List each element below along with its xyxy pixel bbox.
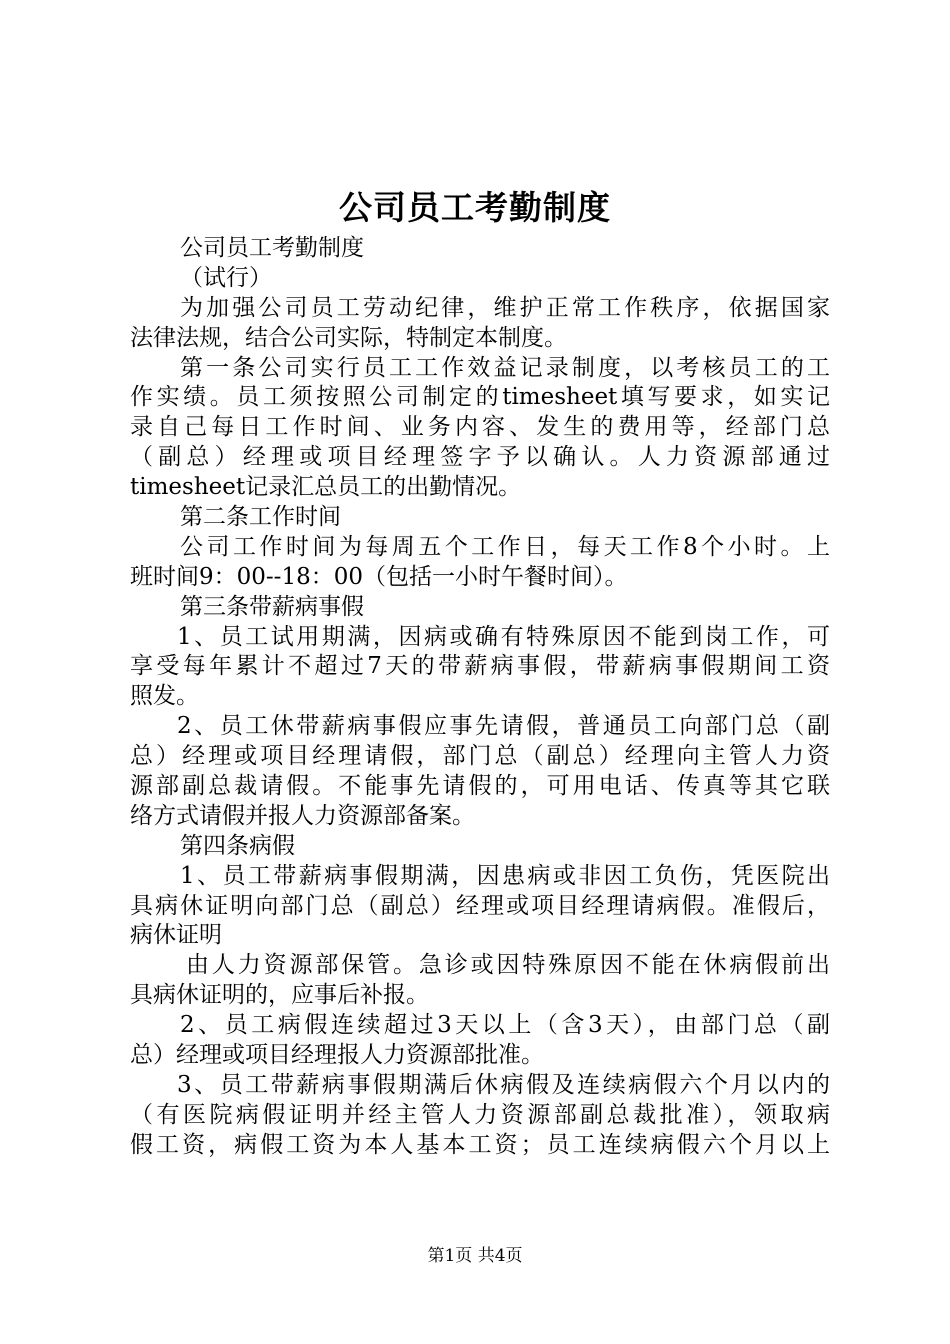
body-line: 第一条公司实行员工工作效益记录制度，以考核员工的工 [180,354,830,381]
body-line: timesheet记录汇总员工的出勤情况。 [130,474,522,501]
body-line: 照发。 [130,683,199,710]
body-line: 2、员工休带薪病事假应事先请假，普通员工向部门总（副 [177,713,830,740]
body-line: 1、员工带薪病事假期满，因患病或非因工负伤，凭医院出 [180,862,830,889]
body-line: 第三条带薪病事假 [180,593,364,620]
body-line: 由人力资源部保管。急诊或因特殊原因不能在休病假前出 [186,952,830,979]
body-line: 络方式请假并报人力资源部备案。 [130,802,475,829]
body-line: 享受每年累计不超过7天的带薪病事假，带薪病事假期间工资 [130,653,830,680]
body-line: 病休证明 [130,922,222,949]
body-line: 1、员工试用期满，因病或确有特殊原因不能到岗工作，可 [177,623,830,650]
body-line: 总）经理或项目经理请假，部门总（副总）经理向主管人力资 [130,743,830,770]
body-line: 公司工作时间为每周五个工作日，每天工作8个小时。上 [180,533,830,560]
body-line: 第四条病假 [180,832,295,859]
body-line: 具病休证明向部门总（副总）经理或项目经理请病假。准假后， [130,892,830,919]
body-line: 录自己每日工作时间、业务内容、发生的费用等，经部门总 [130,414,830,441]
document-body [130,234,830,1161]
body-line: （试行） [180,264,272,291]
document-title: 公司员工考勤制度 [339,188,611,227]
body-line: 3、员工带薪病事假期满后休病假及连续病假六个月以内的 [177,1071,830,1098]
page-number: 第1页 共4页 [427,1246,523,1266]
body-line: 班时间9：00--18：00（包括一小时午餐时间）。 [130,563,628,590]
body-line: 作实绩。员工须按照公司制定的timesheet填写要求，如实记 [130,384,830,411]
body-line: 第二条工作时间 [180,504,341,531]
body-line: 法律法规，结合公司实际，特制定本制度。 [130,324,567,351]
body-line: 源部副总裁请假。不能事先请假的，可用电话、传真等其它联 [130,773,830,800]
body-line: 公司员工考勤制度 [180,235,364,261]
body-line: 为加强公司员工劳动纪律，维护正常工作秩序，依据国家 [180,294,830,321]
body-line: （副总）经理或项目经理签字予以确认。人力资源部通过 [130,444,830,471]
body-line: 具病休证明的，应事后补报。 [130,982,429,1009]
body-line: （有医院病假证明并经主管人力资源部副总裁批准），领取病 [130,1101,830,1128]
body-line: 总）经理或项目经理报人力资源部批准。 [130,1042,544,1069]
body-line: 2、员工病假连续超过3天以上（含3天），由部门总（副 [180,1012,830,1039]
body-line: 假工资，病假工资为本人基本工资；员工连续病假六个月以上 [130,1131,830,1158]
